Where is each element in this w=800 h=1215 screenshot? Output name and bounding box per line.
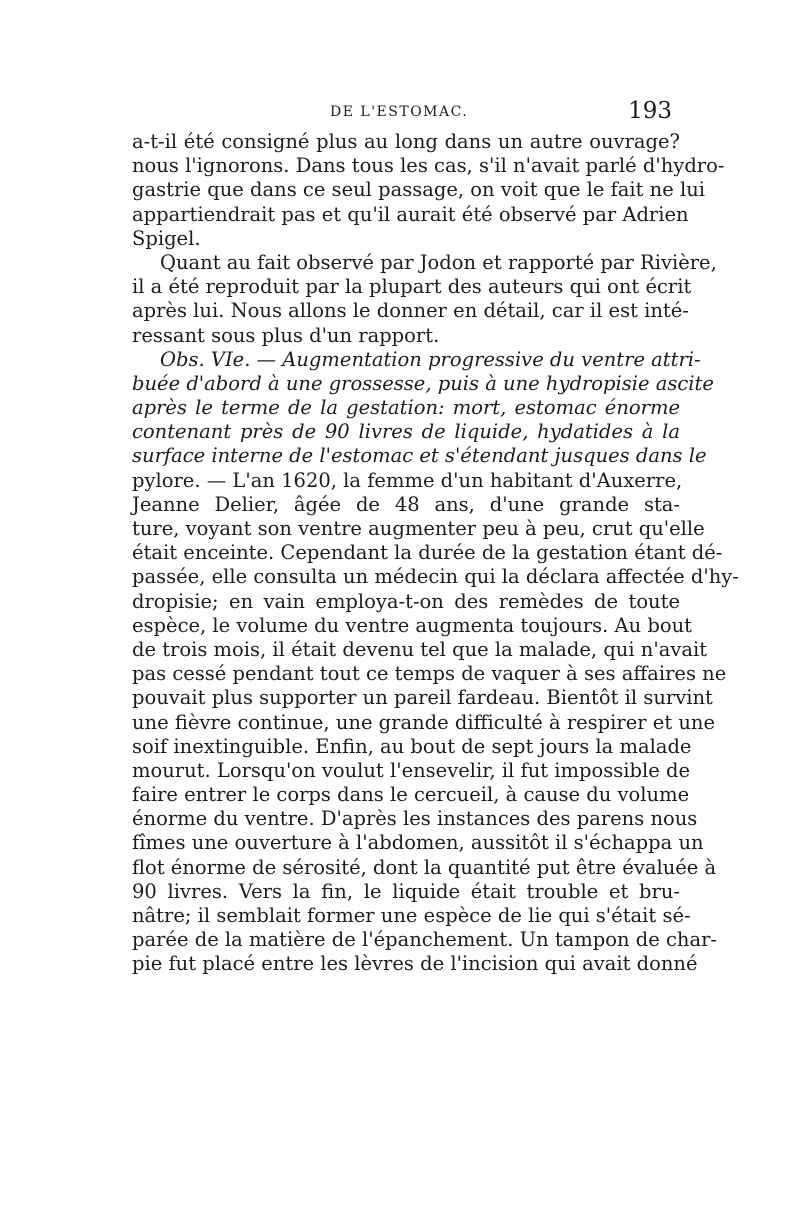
text-line: passée, elle consulta un médecin qui la déclara affectée d'hy- bbox=[132, 565, 739, 589]
text-line: fîmes une ouverture à l'abdomen, aussitôt il s'échappa un bbox=[132, 831, 704, 855]
text-line: de trois mois, il était devenu tel que la malade, qui n'avait bbox=[132, 637, 708, 661]
text-line: mourut. Lorsqu'on voulut l'ensevelir, il fut impossible de bbox=[132, 758, 690, 782]
text-line: ressant sous plus d'un rapport. bbox=[132, 323, 440, 347]
page-number: 193 bbox=[628, 98, 672, 124]
text-line: nâtre; il semblait former une espèce de lie qui s'était sé- bbox=[132, 904, 691, 927]
text-line: pouvait plus supporter un pareil fardeau. Bientôt il survint bbox=[132, 686, 713, 710]
text-line: pie fut placé entre les lèvres de l'incision qui avait donné bbox=[132, 952, 698, 976]
text-line: après lui. Nous allons le donner en détail, car il est inté- bbox=[132, 299, 689, 323]
observation-heading-line: contenant près de 90 livres de liquide, hydatides à la bbox=[132, 420, 680, 444]
text-line: une fièvre continue, une grande difficulté à respirer et une bbox=[132, 710, 716, 734]
text-line: 90 livres. Vers la fin, le liquide était trouble et bru- bbox=[132, 879, 680, 903]
text-line: a-t-il été consigné plus au long dans un autre ouvrage? bbox=[132, 130, 680, 153]
text-line: parée de la matière de l'épanchement. Un tampon de char- bbox=[132, 928, 718, 952]
text-line: il a été reproduit par la plupart des auteurs qui ont écrit bbox=[132, 275, 692, 299]
text-line: gastrie que dans ce seul passage, on voit que le fait ne lui bbox=[132, 178, 705, 202]
text-line: pylore. — L'an 1620, la femme d'un habitant d'Auxerre, bbox=[132, 468, 683, 492]
text-line: pas cessé pendant tout ce temps de vaquer à ses affaires ne bbox=[132, 662, 727, 686]
text-line: soif inextinguible. Enfin, au bout de sept jours la malade bbox=[132, 734, 692, 758]
text-line: appartiendrait pas et qu'il aurait été observé par Adrien bbox=[132, 202, 689, 226]
text-line: faire entrer le corps dans le cercueil, à cause du volume bbox=[132, 783, 690, 807]
text-line: flot énorme de sérosité, dont la quantité put être évaluée à bbox=[132, 855, 717, 879]
text-line: nous l'ignorons. Dans tous les cas, s'il n'avait parlé d'hydro- bbox=[132, 154, 725, 178]
observation-heading-line: surface interne de l'estomac et s'étendant jusques dans le bbox=[132, 444, 707, 468]
text-line: espèce, le volume du ventre augmenta toujours. Au bout bbox=[132, 613, 693, 637]
text-line: énorme du ventre. D'après les instances des parens nous bbox=[132, 807, 698, 831]
text-line: était enceinte. Cependant la durée de la gestation étant dé- bbox=[132, 541, 723, 565]
observation-heading-line: après le terme de la gestation: mort, estomac énorme bbox=[132, 396, 680, 420]
running-head bbox=[134, 98, 678, 128]
text-line: Jeanne Delier, âgée de 48 ans, d'une grande sta- bbox=[132, 492, 680, 516]
observation-heading-line: Obs. VIe. — Augmentation progressive du ventre attri- bbox=[160, 347, 701, 371]
text-line: Quant au fait observé par Jodon et rapporté par Rivière, bbox=[160, 250, 717, 274]
body-text bbox=[132, 130, 739, 977]
observation-heading-line: buée d'abord à une grossesse, puis à une hydropisie ascite bbox=[132, 371, 714, 395]
running-title: DE L'ESTOMAC. bbox=[330, 104, 469, 120]
text-line: ture, voyant son ventre augmenter peu à peu, crut qu'elle bbox=[132, 517, 705, 540]
text-line: Spigel. bbox=[132, 226, 201, 250]
text-line: dropisie; en vain employa-t-on des remèdes de toute bbox=[132, 589, 680, 613]
